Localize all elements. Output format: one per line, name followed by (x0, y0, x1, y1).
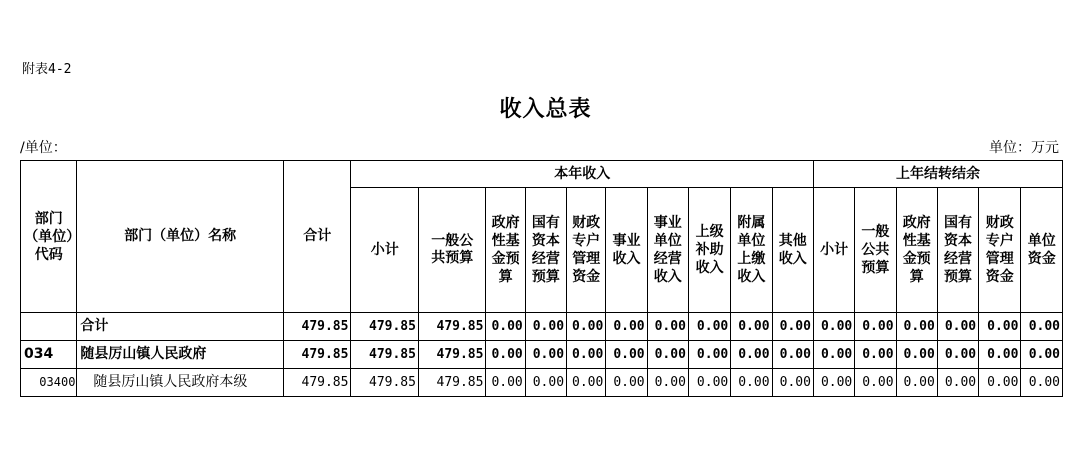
cell-value: 0.00 (525, 313, 566, 341)
cell-value: 0.00 (567, 341, 606, 369)
header-current-col: 小计 (351, 188, 419, 313)
cell-value: 0.00 (731, 313, 772, 341)
cell-value: 0.00 (772, 369, 813, 397)
unit-right-label: 单位：万元 (989, 140, 1059, 156)
cell-value: 0.00 (486, 369, 525, 397)
cell-value: 479.85 (418, 313, 486, 341)
header-carry-col: 单位资金 (1021, 188, 1063, 313)
header-carry-col: 小计 (813, 188, 854, 313)
cell-value: 0.00 (731, 341, 772, 369)
cell-value: 0.00 (979, 313, 1021, 341)
cell-value: 0.00 (855, 369, 896, 397)
header-current-col: 事业单位经营收入 (647, 188, 688, 313)
cell-value: 0.00 (979, 369, 1021, 397)
row-code: 03400 (21, 369, 77, 397)
cell-value: 479.85 (351, 341, 419, 369)
cell-value: 0.00 (1021, 369, 1063, 397)
header-current-col: 国有资本经营预算 (525, 188, 566, 313)
attachment-label: 附表4-2 (22, 62, 72, 77)
header-carry-col: 政府性基金预算 (896, 188, 937, 313)
header-current-col: 其他收入 (772, 188, 813, 313)
cell-value: 0.00 (731, 369, 772, 397)
header-total: 合计 (283, 161, 351, 313)
cell-value: 0.00 (1021, 313, 1063, 341)
cell-value: 479.85 (283, 369, 351, 397)
cell-value: 0.00 (855, 313, 896, 341)
header-carryover: 上年结转结余 (813, 161, 1062, 188)
header-carry-col: 财政专户管理资金 (979, 188, 1021, 313)
cell-value: 0.00 (567, 369, 606, 397)
row-name: 合计 (77, 313, 284, 341)
cell-value: 0.00 (688, 341, 730, 369)
row-code (21, 313, 77, 341)
cell-value: 0.00 (855, 341, 896, 369)
cell-value: 0.00 (647, 313, 688, 341)
cell-value: 0.00 (896, 313, 937, 341)
table-row (21, 341, 1063, 369)
cell-value: 479.85 (418, 341, 486, 369)
cell-value: 0.00 (688, 369, 730, 397)
cell-value: 0.00 (1021, 341, 1063, 369)
cell-value: 0.00 (896, 341, 937, 369)
cell-value: 0.00 (688, 313, 730, 341)
cell-value: 0.00 (567, 313, 606, 341)
cell-value: 0.00 (813, 313, 854, 341)
page-title: 收入总表 (499, 97, 592, 122)
cell-value: 0.00 (486, 313, 525, 341)
cell-value: 479.85 (418, 369, 486, 397)
cell-value: 0.00 (647, 369, 688, 397)
header-dept-code: 部门（单位）代码 (21, 161, 77, 313)
header-current-col: 一般公共预算 (418, 188, 486, 313)
cell-value: 0.00 (979, 341, 1021, 369)
table-row (21, 313, 1063, 341)
cell-value: 0.00 (525, 341, 566, 369)
unit-left-label: /单位： (20, 140, 67, 156)
row-name: 随县厉山镇人民政府 (77, 341, 284, 369)
row-name: 随县厉山镇人民政府本级 (77, 369, 284, 397)
row-code: 034 (21, 341, 77, 369)
cell-value: 0.00 (937, 313, 978, 341)
header-current-col: 附属单位上缴收入 (731, 188, 772, 313)
cell-value: 0.00 (772, 313, 813, 341)
cell-value: 0.00 (606, 313, 647, 341)
income-summary-table (20, 160, 1063, 397)
cell-value: 0.00 (606, 341, 647, 369)
cell-value: 0.00 (647, 341, 688, 369)
cell-value: 0.00 (813, 341, 854, 369)
cell-value: 479.85 (351, 369, 419, 397)
header-carry-col: 一般公共预算 (855, 188, 896, 313)
cell-value: 0.00 (486, 341, 525, 369)
header-dept-name: 部门（单位）名称 (77, 161, 284, 313)
header-current-income: 本年收入 (351, 161, 813, 188)
header-current-col: 政府性基金预算 (486, 188, 525, 313)
header-carry-col: 国有资本经营预算 (937, 188, 978, 313)
header-current-col: 事业收入 (606, 188, 647, 313)
cell-value: 0.00 (937, 341, 978, 369)
cell-value: 0.00 (772, 341, 813, 369)
cell-value: 479.85 (283, 341, 351, 369)
header-current-col: 财政专户管理资金 (567, 188, 606, 313)
cell-value: 479.85 (351, 313, 419, 341)
cell-value: 0.00 (937, 369, 978, 397)
cell-value: 0.00 (896, 369, 937, 397)
header-current-col: 上级补助收入 (688, 188, 730, 313)
table-row (21, 369, 1063, 397)
cell-value: 0.00 (606, 369, 647, 397)
cell-value: 0.00 (813, 369, 854, 397)
cell-value: 479.85 (283, 313, 351, 341)
cell-value: 0.00 (525, 369, 566, 397)
